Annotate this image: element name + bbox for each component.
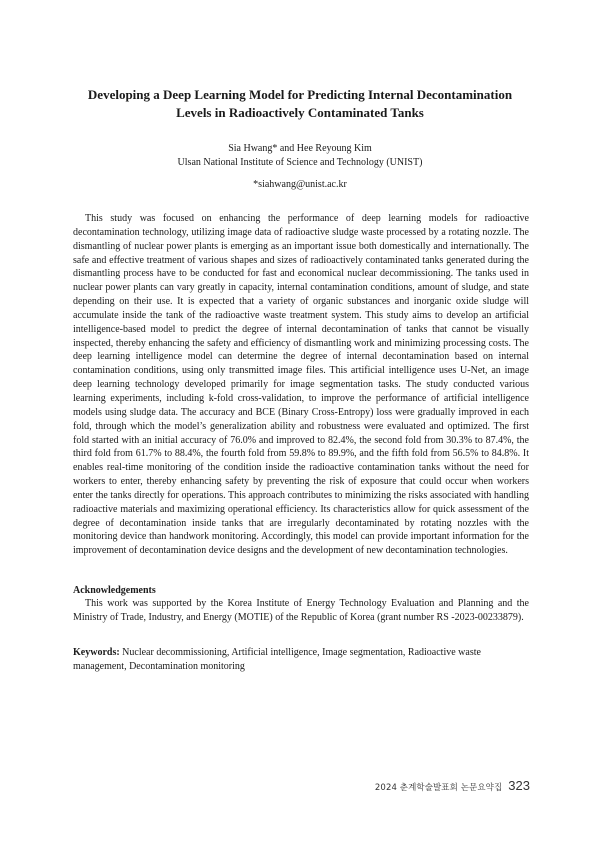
keywords-text: Nuclear decommissioning, Artificial intelligence, Image segmentation, Radioactive waste management, Decontamination monitoring xyxy=(73,647,481,672)
page-footer xyxy=(375,778,530,793)
title-line-1: Developing a Deep Learning Model for Predicting Internal Decontamination xyxy=(87,87,513,102)
corresponding-email: *siahwang@unist.ac.kr xyxy=(253,179,347,190)
footer-proceedings-label: 2024 춘계학술발표회 논문요약집 xyxy=(374,783,503,793)
abstract-text: This study was focused on enhancing the performance of deep learning models for radioactive decontamination technology, utilizing image data of radioactive sludge waste processed by a rotating nozzle. The dismantling of nuclear power plants is emerging as an important issue both domestically and internationally. The safe and effective treatment of various shapes and sizes of radioactively contaminated tanks generated during the dismantling process have to be conducted for fast and economical nuclear decommissioning. The tanks used in nuclear power plants can vary greatly in capacity, internal contamination conditions, amount of sludge, and state depending on their use. It is expected that a variety of organic substances and inorganic oxide sludge will accumulate inside the tank of the radioactive waste treatment system. This study aims to develop an artificial intelligence-based model to predict the degree of internal decontamination of tanks that cannot be visually inspected, thereby enhancing the safety and efficiency of dismantling work and minimizing processing costs. The deep learning intelligence model can determine the degree of internal decontamination based on internal contamination conditions, using only transmitted image files. This artificial intelligence uses U-Net, an image deep learning technology developed primarily for image segmentation tasks. The study conducted various learning experiments, including k-fold cross-validation, to improve the performance of artificial intelligence models using sludge data. The accuracy and BCE (Binary Cross-Entropy) loss were gradually improved in each fold, through which the model’s generalization ability and robustness were evaluated and optimized. The first fold started with an initial accuracy of 76.0% and improved to 82.4%, the second fold from 30.3% to 87.4%, the third fold from 61.7% to 88.4%, the fourth fold from 59.8% to 89.9%, and the fifth fold from 56.5% to 84.8%. It enables real-time monitoring of the condition inside the radioactive contamination tanks without the need for workers to enter, thereby enhancing safety by preventing the risk of exposure that could occur when workers enter the tanks directly for operations. This approach contributes to minimizing the risks associated with handling radioactive materials and maximizing operational efficiency. Its characteristics allow for quick assessment of the degree of decontamination inside tanks that are irregularly decontaminated by rotating nozzles with the monitoring device than handwork monitoring. Accordingly, this model can provide important information for the improvement of decontamination device designs and the development of new decontamination technologies. xyxy=(73,213,529,557)
page-number: 323 xyxy=(508,778,530,793)
acknowledgements-text: This work was supported by the Korea Institute of Energy Technology Evaluation and Planning and the Ministry of Trade, Industry, and Energy (MOTIE) of the Republic of Korea (grant number RS -2023-00233879). xyxy=(73,598,529,623)
authors: Sia Hwang* and Hee Reyoung Kim xyxy=(228,143,372,154)
keywords xyxy=(73,646,529,674)
keywords-label: Keywords: xyxy=(73,647,120,658)
title-line-2: Levels in Radioactively Contaminated Tanks xyxy=(176,105,424,120)
affiliation: Ulsan National Institute of Science and Technology (UNIST) xyxy=(177,157,423,168)
acknowledgements-heading: Acknowledgements xyxy=(73,585,156,596)
paper-title xyxy=(60,86,540,122)
